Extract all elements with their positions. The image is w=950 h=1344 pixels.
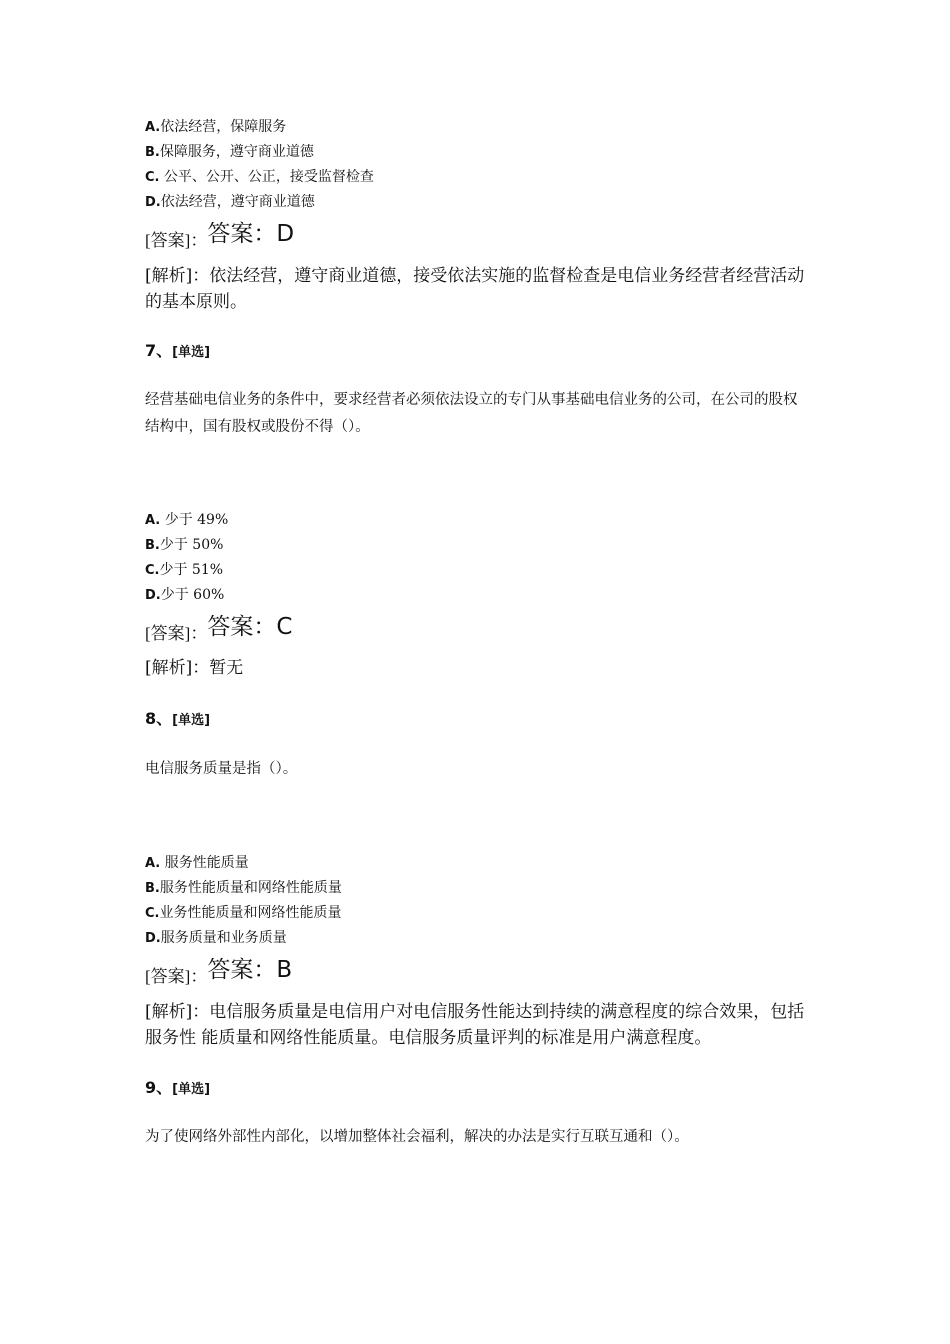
- q7-header: 7、[单选]: [145, 341, 211, 360]
- q8-stem: 电信服务质量是指（）。: [145, 761, 298, 777]
- q7-option-c: C.少于 51%: [145, 562, 224, 578]
- q8-explanation: [解析]：电信服务质量是电信用户对电信服务性能达到持续的满意程度的综合效果，包括服务性 能质量和网络性能质量。电信服务质量评判的标准是用户满意程度。: [145, 1002, 805, 1048]
- q6-option-c: C. 公平、公开、公正，接受监督检查: [145, 169, 374, 185]
- q8-answer: [答案]：答案：B: [145, 957, 293, 986]
- q7-answer: [答案]：答案：C: [145, 614, 293, 643]
- q8-option-c: C.业务性能质量和网络性能质量: [145, 905, 342, 921]
- q6-answer: [答案]：答案：D: [145, 221, 295, 250]
- q8-header: 8、[单选]: [145, 709, 211, 728]
- q7-option-a: A. 少于 49%: [145, 512, 229, 528]
- q8-option-d: D.服务质量和业务质量: [145, 930, 287, 946]
- q9-header: 9、[单选]: [145, 1078, 211, 1097]
- q6-option-b: B.保障服务，遵守商业道德: [145, 144, 314, 160]
- q6-option-d: D.依法经营，遵守商业道德: [145, 194, 315, 210]
- q7-option-b: B.少于 50%: [145, 537, 224, 553]
- q8-option-b: B.服务性能质量和网络性能质量: [145, 880, 342, 896]
- q6-option-a: A.依法经营，保障服务: [145, 119, 287, 135]
- q7-explanation: [解析]：暂无: [145, 658, 244, 678]
- q7-option-d: D.少于 60%: [145, 587, 225, 603]
- q8-option-a: A. 服务性能质量: [145, 855, 249, 871]
- q9-stem: 为了使网络外部性内部化，以增加整体社会福利，解决的办法是实行互联互通和（）。: [145, 1129, 689, 1145]
- q7-stem: 经营基础电信业务的条件中，要求经营者必须依法设立的专门从事基础电信业务的公司，在公司的股权结构中，国有股权或股份不得（）。: [145, 392, 798, 435]
- q6-explanation: [解析]：依法经营，遵守商业道德，接受依法实施的监督检查是电信业务经营者经营活动的基本原则。: [145, 266, 805, 312]
